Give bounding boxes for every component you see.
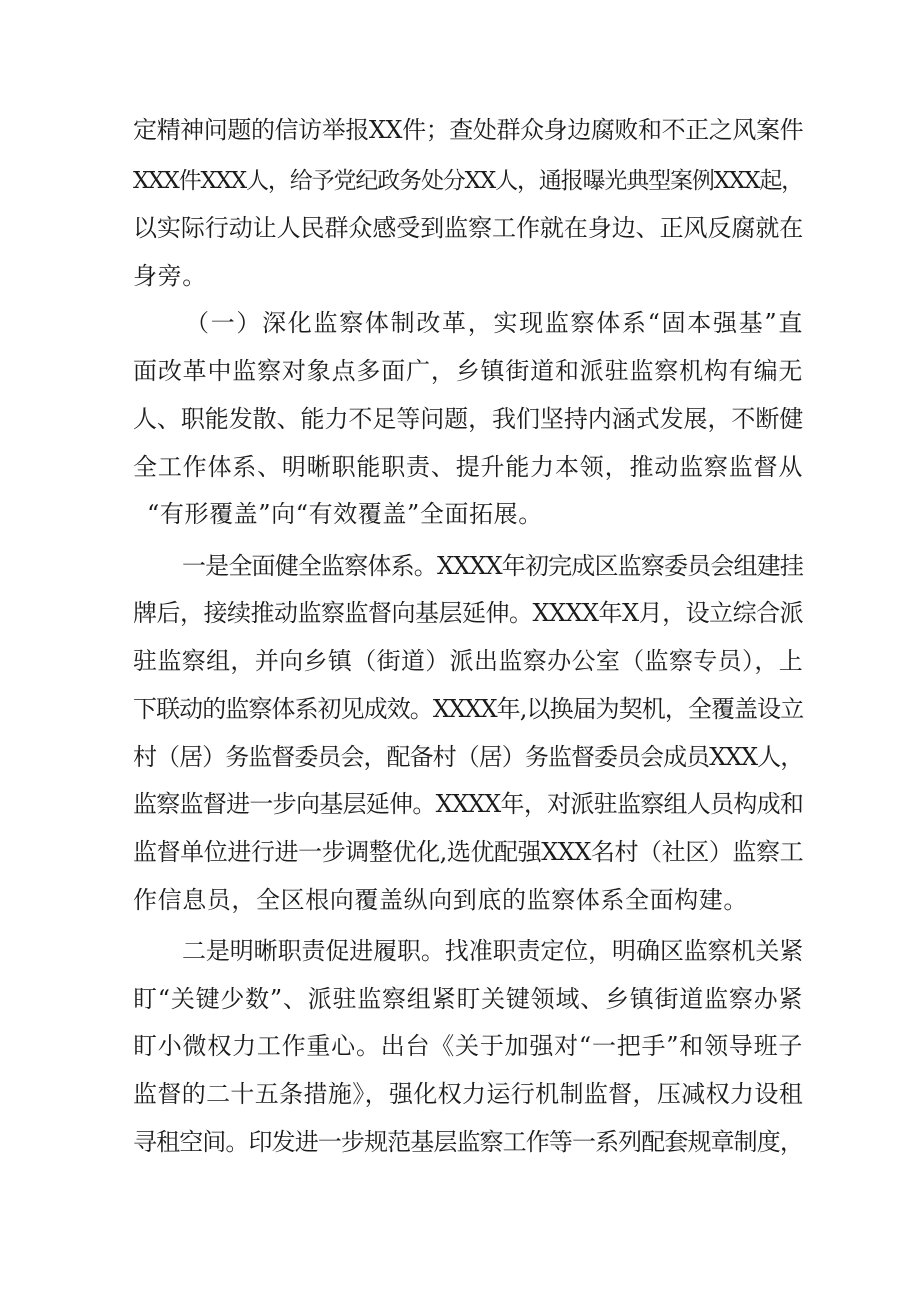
paragraph-line: 驻监察组，并向乡镇（街道）派出监察办公室（监察专员），上 bbox=[133, 647, 803, 675]
paragraph-line: 盯小微权力工作重心。出台《关于加强对“一把手”和领导班子 bbox=[133, 1032, 803, 1060]
paragraph-line: “有形覆盖”向“有效覆盖”全面拓展。 bbox=[147, 500, 543, 528]
paragraph-line: 人、职能发散、能力不足等问题，我们坚持内涵式发展，不断健 bbox=[133, 405, 803, 433]
paragraph-line: 一是全面健全监察体系。XXXX年初完成区监察委员会组建挂 bbox=[182, 552, 803, 580]
paragraph-line: 监督单位进行进一步调整优化,选优配强XXX名村（社区）监察工 bbox=[133, 838, 803, 866]
paragraph-line: 牌后，接续推动监察监督向基层延伸。XXXX年X月，设立综合派 bbox=[133, 599, 803, 627]
paragraph-line: 村（居）务监督委员会，配备村（居）务监督委员会成员XXX人， bbox=[133, 743, 803, 771]
paragraph-line: 盯“关键少数”、派驻监察组紧盯关键领域、乡镇街道监察办紧 bbox=[133, 985, 803, 1013]
paragraph-line: 身旁。 bbox=[133, 262, 207, 290]
paragraph-line: 作信息员，全区根向覆盖纵向到底的监察体系全面构建。 bbox=[133, 886, 748, 914]
paragraph-line: 面改革中监察对象点多面广，乡镇街道和派驻监察机构有编无 bbox=[133, 357, 803, 385]
paragraph-line: XXX件XXX人，给予党纪政务处分XX人，通报曝光典型案例XXX起， bbox=[133, 168, 803, 194]
paragraph-line: 寻租空间。印发进一步规范基层监察工作等一系列配套规章制度， bbox=[133, 1128, 803, 1156]
paragraph-line: 二是明晰职责促进履职。找准职责定位，明确区监察机关紧 bbox=[182, 937, 803, 965]
paragraph-line: 监督的二十五条措施》，强化权力运行机制监督，压减权力设租 bbox=[133, 1080, 803, 1108]
paragraph-line: 全工作体系、明晰职能职责、提升能力本领，推动监察监督从 bbox=[133, 453, 803, 481]
section-heading: （一）深化监察体制改革，实现监察体系“固本强基”直 bbox=[185, 309, 803, 337]
paragraph-line: 定精神问题的信访举报XX件；查处群众身边腐败和不正之风案件 bbox=[133, 116, 803, 144]
paragraph-line: 以实际行动让人民群众感受到监察工作就在身边、正风反腐就在 bbox=[133, 214, 803, 242]
paragraph-line: 监察监督进一步向基层延伸。XXXX年，对派驻监察组人员构成和 bbox=[133, 790, 803, 818]
paragraph-line: 下联动的监察体系初见成效。XXXX年,以换届为契机，全覆盖设立 bbox=[133, 695, 803, 723]
